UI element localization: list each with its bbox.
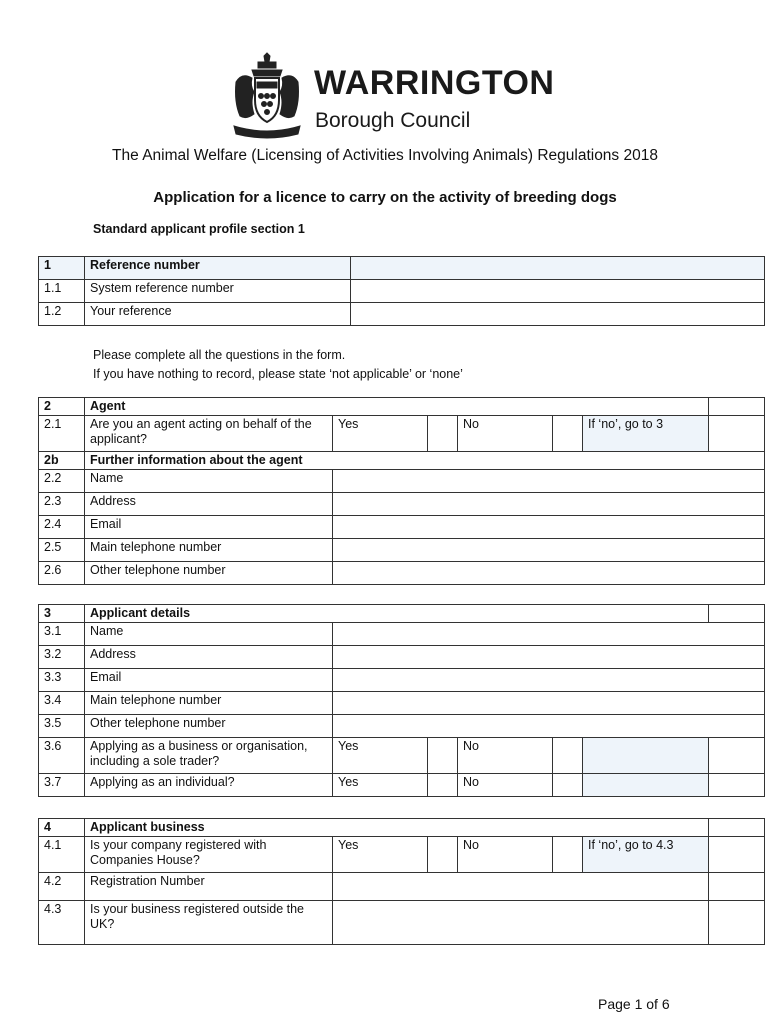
table-row (39, 303, 765, 326)
row-number: 3 (39, 605, 85, 623)
row-number: 2.1 (39, 416, 85, 452)
blank-cell (709, 873, 765, 901)
table-row (39, 774, 765, 797)
row-number: 4 (39, 819, 85, 837)
row-number: 3.6 (39, 738, 85, 774)
brand-name: WARRINGTON (314, 64, 555, 102)
row-number: 3.5 (39, 715, 85, 738)
row-number: 3.7 (39, 774, 85, 797)
agent-address-field[interactable] (333, 493, 765, 516)
blank-shaded-cell (583, 738, 709, 774)
row-number: 4.3 (39, 901, 85, 945)
no-checkbox[interactable] (553, 416, 583, 452)
header-cell (709, 605, 765, 623)
applicant-address-field[interactable] (333, 646, 765, 669)
row-label: Agent (85, 398, 709, 416)
row-number: 3.2 (39, 646, 85, 669)
header-cell (709, 398, 765, 416)
row-label: Are you an agent acting on behalf of the applicant? (85, 416, 333, 452)
row-label: Name (85, 470, 333, 493)
row-label: Applying as a business or organisation, including a sole trader? (85, 738, 333, 774)
table-row (39, 715, 765, 738)
no-label: No (458, 416, 553, 452)
row-number: 2.3 (39, 493, 85, 516)
row-label: Is your company registered with Companies House? (85, 837, 333, 873)
row-number: 1 (39, 257, 85, 280)
header-cell (351, 257, 765, 280)
your-reference-field[interactable] (351, 303, 765, 326)
section-3-header (39, 605, 765, 623)
blank-cell (709, 901, 765, 945)
section-4-table (38, 818, 765, 945)
row-label: Email (85, 516, 333, 539)
section-2-header (39, 398, 765, 416)
yes-label: Yes (333, 774, 428, 797)
table-row (39, 470, 765, 493)
instruction-line: Please complete all the questions in the form. (93, 348, 346, 362)
blank-cell (709, 738, 765, 774)
no-label: No (458, 738, 553, 774)
row-number: 2 (39, 398, 85, 416)
row-label: System reference number (85, 280, 351, 303)
instructions (93, 346, 463, 384)
row-label: Address (85, 646, 333, 669)
yes-label: Yes (333, 837, 428, 873)
agent-main-phone-field[interactable] (333, 539, 765, 562)
row-number: 2.2 (39, 470, 85, 493)
section-3-table (38, 604, 765, 797)
row-label: Main telephone number (85, 539, 333, 562)
registration-number-field[interactable] (333, 873, 709, 901)
section-1-table (38, 256, 765, 326)
table-row (39, 669, 765, 692)
row-number: 3.1 (39, 623, 85, 646)
instruction-line: If you have nothing to record, please state ‘not applicable’ or ‘none’ (93, 367, 463, 381)
table-row (39, 516, 765, 539)
row-label: Applying as an individual? (85, 774, 333, 797)
row-label: Applicant details (85, 605, 709, 623)
row-number: 3.4 (39, 692, 85, 715)
applicant-email-field[interactable] (333, 669, 765, 692)
applicant-name-field[interactable] (333, 623, 765, 646)
table-row (39, 416, 765, 452)
blank-cell (709, 416, 765, 452)
yes-label: Yes (333, 738, 428, 774)
row-label: Name (85, 623, 333, 646)
section-subtitle: Standard applicant profile section 1 (93, 222, 305, 236)
row-number: 4.1 (39, 837, 85, 873)
registered-outside-uk-field[interactable] (333, 901, 709, 945)
blank-cell (709, 774, 765, 797)
table-row (39, 738, 765, 774)
regulations-line: The Animal Welfare (Licensing of Activities Involving Animals) Regulations 2018 (112, 147, 658, 164)
table-row (39, 493, 765, 516)
no-label: No (458, 837, 553, 873)
row-label: Other telephone number (85, 715, 333, 738)
blank-cell (709, 837, 765, 873)
yes-checkbox[interactable] (428, 738, 458, 774)
table-row (39, 280, 765, 303)
no-checkbox[interactable] (553, 837, 583, 873)
blank-shaded-cell (583, 774, 709, 797)
row-label: Registration Number (85, 873, 333, 901)
row-label: Applicant business (85, 819, 709, 837)
agent-name-field[interactable] (333, 470, 765, 493)
table-row (39, 692, 765, 715)
crest-icon (228, 52, 306, 142)
applicant-main-phone-field[interactable] (333, 692, 765, 715)
section-4-header (39, 819, 765, 837)
yes-checkbox[interactable] (428, 774, 458, 797)
table-row (39, 562, 765, 585)
row-label: Is your business registered outside the UK? (85, 901, 333, 945)
row-number: 1.1 (39, 280, 85, 303)
row-label: Main telephone number (85, 692, 333, 715)
page-number: Page 1 of 6 (598, 996, 670, 1012)
row-number: 1.2 (39, 303, 85, 326)
yes-checkbox[interactable] (428, 416, 458, 452)
row-label: Email (85, 669, 333, 692)
system-reference-field[interactable] (351, 280, 765, 303)
page-title: Application for a licence to carry on the activity of breeding dogs (153, 189, 617, 206)
yes-label: Yes (333, 416, 428, 452)
row-label: Further information about the agent (85, 452, 765, 470)
agent-email-field[interactable] (333, 516, 765, 539)
applicant-other-phone-field[interactable] (333, 715, 765, 738)
skip-note: If ‘no’, go to 4.3 (583, 837, 709, 873)
section-1-header (39, 257, 765, 280)
table-row (39, 623, 765, 646)
row-number: 4.2 (39, 873, 85, 901)
yes-checkbox[interactable] (428, 837, 458, 873)
row-label: Your reference (85, 303, 351, 326)
table-row (39, 539, 765, 562)
brand-subtitle: Borough Council (315, 109, 471, 132)
section-2-table (38, 397, 765, 585)
no-label: No (458, 774, 553, 797)
row-label: Address (85, 493, 333, 516)
agent-other-phone-field[interactable] (333, 562, 765, 585)
header-cell (709, 819, 765, 837)
row-number: 2b (39, 452, 85, 470)
row-number: 3.3 (39, 669, 85, 692)
row-number: 2.5 (39, 539, 85, 562)
no-checkbox[interactable] (553, 738, 583, 774)
skip-note: If ‘no’, go to 3 (583, 416, 709, 452)
row-label: Reference number (85, 257, 351, 280)
table-row (39, 873, 765, 901)
section-2b-header (39, 452, 765, 470)
table-row (39, 646, 765, 669)
council-logo (228, 52, 558, 142)
no-checkbox[interactable] (553, 774, 583, 797)
table-row (39, 901, 765, 945)
table-row (39, 837, 765, 873)
row-number: 2.6 (39, 562, 85, 585)
row-label: Other telephone number (85, 562, 333, 585)
row-number: 2.4 (39, 516, 85, 539)
